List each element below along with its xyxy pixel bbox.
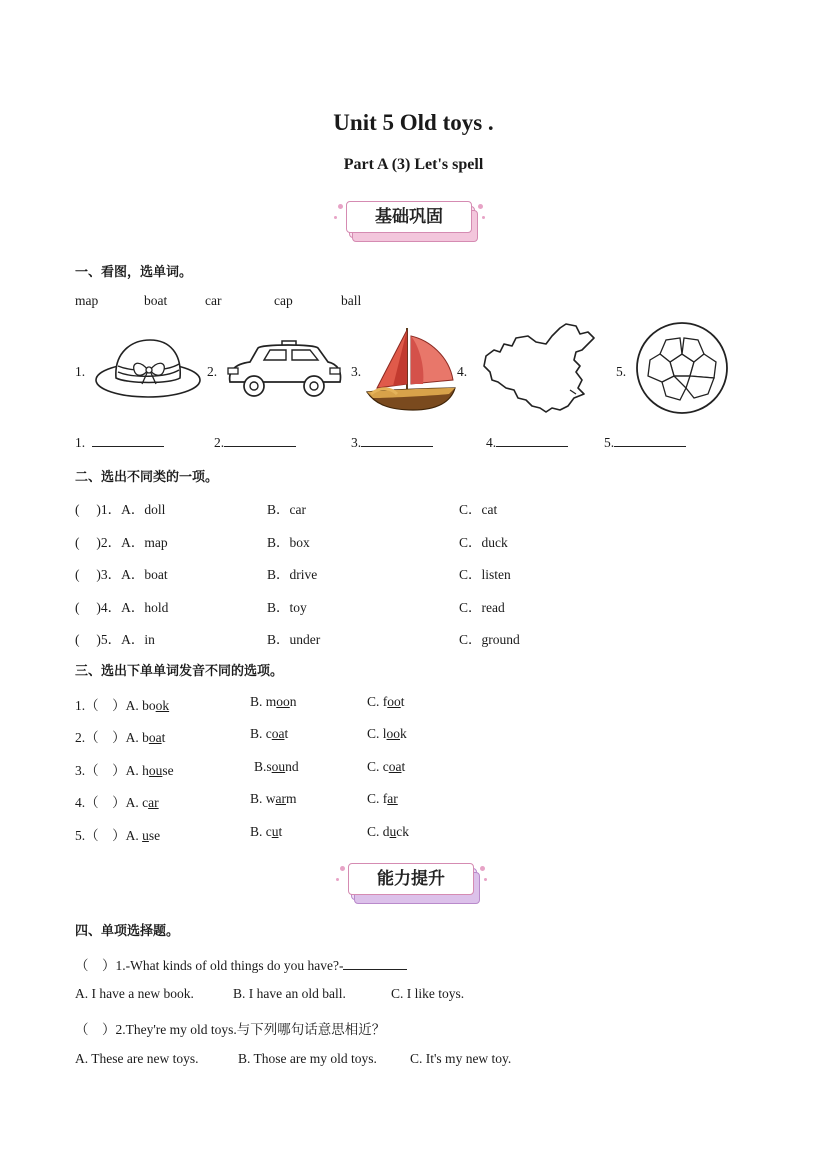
option-c: C．duck [459, 535, 508, 550]
option-b: B. coat [250, 726, 289, 741]
answer-blank-1[interactable]: 1. [75, 434, 164, 451]
option-b: B．under [267, 632, 321, 647]
option-b: B．car [267, 502, 306, 517]
mc-option: A. These are new toys. [75, 1051, 199, 1066]
picture-number: 5. [616, 364, 627, 379]
option-c: C. far [367, 791, 398, 806]
option-b: B．drive [267, 567, 318, 582]
banner-label: 基础巩固 [346, 201, 472, 233]
question-stem: ( )3．A．boat [75, 567, 168, 582]
question-stem: ( )2．A．map [75, 535, 168, 550]
picture-number: 4. [457, 364, 468, 379]
word-option: cap [274, 293, 293, 308]
hat-icon [92, 332, 204, 404]
answer-blank-2[interactable]: 2. [214, 434, 296, 451]
map-icon [480, 322, 596, 416]
mc-option: C. I like toys. [391, 986, 465, 1001]
section-banner-advanced [346, 862, 486, 908]
section3-heading: 三、选出下单单词发音不同的选项。 [75, 664, 284, 679]
answer-blank-3[interactable]: 3. [351, 434, 433, 451]
option-c: C．cat [459, 502, 498, 517]
picture-number: 1. [75, 364, 86, 379]
answer-blank-4[interactable]: 4. [486, 434, 568, 451]
answer-blank-5[interactable]: 5. [604, 434, 686, 451]
option-b: B. warm [250, 791, 297, 806]
question-stem: ( )4．A．hold [75, 600, 169, 615]
page-title: Unit 5 Old toys . [333, 110, 494, 135]
boat-icon [363, 322, 459, 414]
word-option: boat [144, 293, 168, 308]
phonics-question: 5.（ ）A. use [75, 828, 161, 843]
option-b: B. cut [250, 824, 283, 839]
picture-number: 3. [351, 364, 362, 379]
mc-option: B. I have an old ball. [233, 986, 346, 1001]
option-c: C．ground [459, 632, 520, 647]
section-banner-basic [344, 200, 484, 246]
mc-option: B. Those are my old toys. [238, 1051, 377, 1066]
option-b: B．toy [267, 600, 307, 615]
question-stem: ( )1．A．doll [75, 502, 166, 517]
option-c: C. foot [367, 694, 405, 709]
phonics-question: 3.（ ）A. house [75, 763, 174, 778]
question-stem: ( )5．A．in [75, 632, 155, 647]
car-icon [224, 338, 344, 402]
option-c: C. coat [367, 759, 406, 774]
word-option: map [75, 293, 99, 308]
mc-option: A. I have a new book. [75, 986, 194, 1001]
banner-label: 能力提升 [348, 863, 474, 895]
phonics-question: 4.（ ）A. car [75, 795, 159, 810]
phonics-question: 2.（ ）A. boat [75, 730, 166, 745]
option-b: B.sound [254, 759, 299, 774]
word-option: car [205, 293, 222, 308]
option-b: B. moon [250, 694, 297, 709]
mc-question-1: （ ）1.-What kinds of old things do you have?- [75, 954, 407, 974]
ball-icon [634, 320, 730, 416]
word-option: ball [341, 293, 362, 308]
option-c: C．read [459, 600, 505, 615]
section2-heading: 二、选出不同类的一项。 [75, 470, 219, 485]
phonics-question: 1.（ ）A. book [75, 698, 170, 713]
option-b: B．box [267, 535, 310, 550]
option-c: C. look [367, 726, 407, 741]
option-c: C. duck [367, 824, 410, 839]
picture-number: 2. [207, 364, 218, 379]
section4-heading: 四、单项选择题。 [75, 924, 180, 939]
mc-question-2: （ ）2.They're my old toys.与下列哪句话意思相近？ [75, 1022, 386, 1037]
section1-heading: 一、看图，选单词。 [75, 265, 193, 280]
mc-option: C. It's my new toy. [410, 1051, 512, 1066]
page-subtitle: Part A (3) Let's spell [343, 156, 484, 173]
option-c: C．listen [459, 567, 511, 582]
